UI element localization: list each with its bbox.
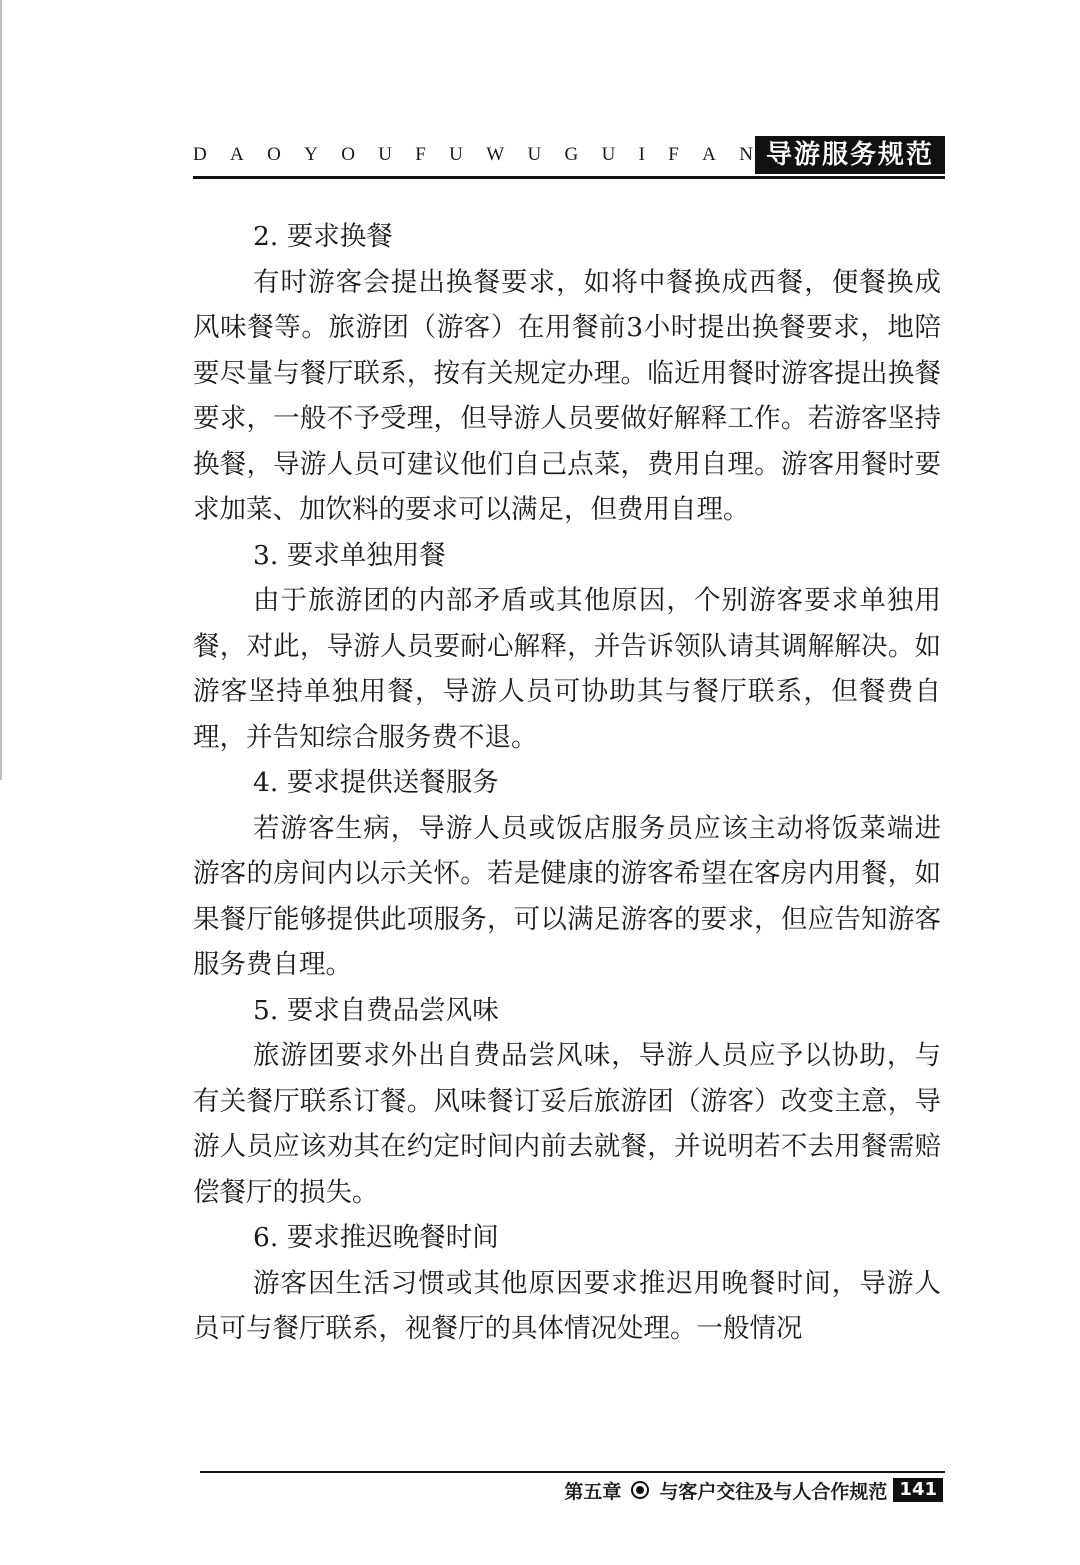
section-heading: 5. 要求自费品尝风味 bbox=[253, 994, 499, 1026]
footer-chapter-title: 与客户交往及与人合作规范 bbox=[659, 1480, 888, 1503]
paragraph: 由于旅游团的内部矛盾或其他原因，个别游客要求单独用餐，对此，导游人员要耐心解释，并告诉领队请其调解解决。如游客坚持单独用餐，导游人员可协助其与餐厅联系，但餐费自理，并告知综合服务费不退。 bbox=[193, 585, 941, 753]
footer-rule bbox=[200, 1471, 945, 1473]
paragraph: 若游客生病，导游人员或饭店服务员应该主动将饭菜端进游客的房间内以示关怀。若是健康的游客希望在客房内用餐，如果餐厅能够提供此项服务，可以满足游客的要求，但应告知游客服务费自理。 bbox=[193, 812, 941, 980]
header-letter: Y bbox=[304, 144, 318, 165]
header-letter: U bbox=[378, 144, 392, 165]
header-letter: I bbox=[638, 144, 645, 165]
header-letter: F bbox=[415, 144, 426, 165]
running-header bbox=[193, 136, 945, 176]
header-rule bbox=[193, 176, 945, 179]
header-letter: G bbox=[564, 144, 579, 165]
running-footer bbox=[564, 1476, 943, 1504]
header-letter: U bbox=[449, 144, 463, 165]
section-heading: 4. 要求提供送餐服务 bbox=[253, 767, 499, 798]
header-letter: D bbox=[193, 144, 207, 165]
paragraph: 有时游客会提出换餐要求，如将中餐换成西餐，便餐换成风味餐等。旅游团（游客）在用餐前3小时提出换餐要求，地陪要尽量与餐厅联系，按有关规定办理。临近用餐时游客提出换餐要求，一般不予受理，但导游人员要做好解释工作。若游客坚持换餐，导游人员可建议他们自己点菜，费用自理。游客用餐时要求加菜、加饮料的要求可以满足，但费用自理。 bbox=[193, 266, 941, 525]
section-heading: 2. 要求换餐 bbox=[253, 221, 393, 252]
bullet-circle-icon bbox=[631, 1481, 649, 1499]
footer-chapter: 第五章 bbox=[564, 1480, 622, 1503]
paragraph: 游客因生活习惯或其他原因要求推迟用晚餐时间，导游人员可与餐厅联系，视餐厅的具体情况处理。一般情况 bbox=[193, 1267, 941, 1344]
header-letter: F bbox=[668, 144, 679, 165]
header-letter: N bbox=[739, 144, 753, 165]
header-letter: W bbox=[486, 144, 505, 165]
header-letter: O bbox=[341, 144, 355, 165]
scan-edge-shadow bbox=[0, 0, 5, 780]
body-text bbox=[193, 214, 941, 1352]
header-letter: O bbox=[267, 144, 281, 165]
header-letter: U bbox=[527, 144, 542, 165]
header-letter: U bbox=[601, 144, 616, 165]
page-number: 141 bbox=[893, 1478, 943, 1502]
header-letter: A bbox=[230, 144, 244, 165]
header-title: 导游服务规范 bbox=[755, 136, 945, 174]
header-letter: A bbox=[702, 144, 716, 165]
paragraph: 旅游团要求外出自费品尝风味，导游人员应予以协助，与有关餐厅联系订餐。风味餐订妥后旅游团（游客）改变主意，导游人员应该劝其在约定时间内前去就餐，并说明若不去用餐需赔偿餐厅的损失。 bbox=[193, 1040, 941, 1208]
section-heading: 6. 要求推迟晚餐时间 bbox=[253, 1222, 499, 1253]
section-heading: 3. 要求单独用餐 bbox=[253, 539, 446, 571]
header-pinyin-letters bbox=[193, 144, 753, 166]
